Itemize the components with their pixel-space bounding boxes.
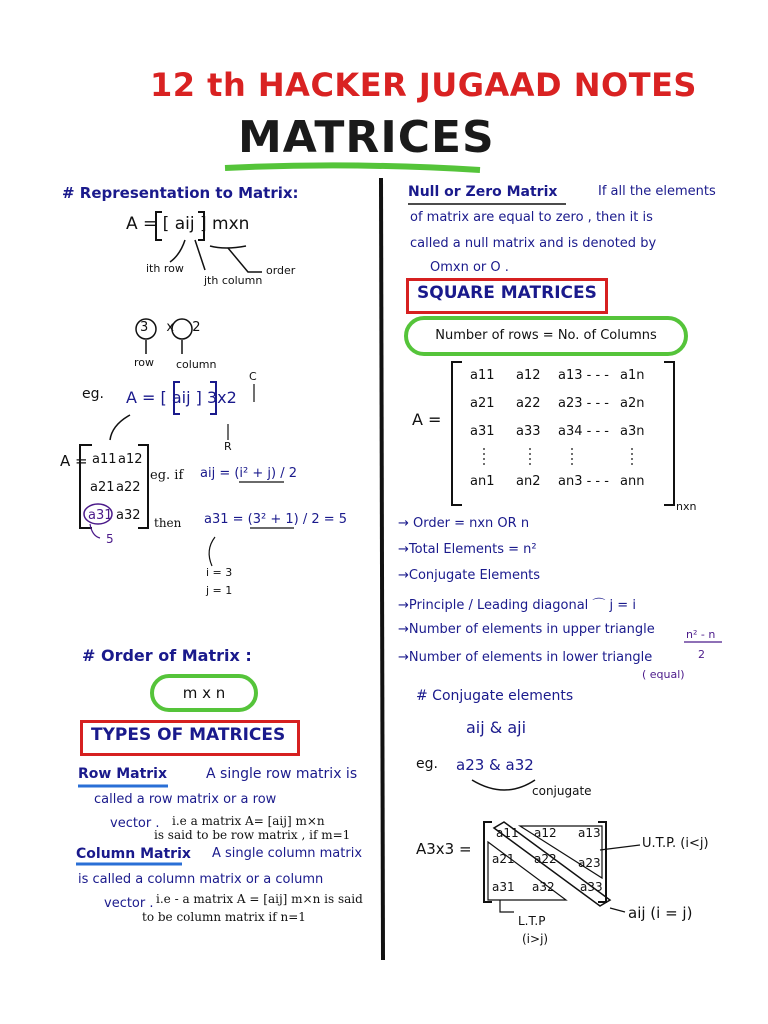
- order-label: order: [266, 264, 296, 277]
- title-underline: [225, 165, 480, 170]
- conjugate-eg-pair: a23 & a32: [456, 756, 534, 774]
- a3x3-label: A3x3 =: [416, 840, 472, 858]
- then-formula: a31 = (3² + 1) / 2 = 5: [204, 512, 348, 527]
- utp-label: U.T.P. (i<j): [642, 836, 709, 851]
- mxn-text: m x n: [182, 684, 226, 702]
- sq-r4c3: an3 - - -: [558, 474, 609, 489]
- matrix-a12: a12: [118, 452, 143, 467]
- sq-r3c2: a33: [516, 424, 541, 439]
- c-a13: a13: [578, 826, 601, 840]
- sq-r4c4: ann: [620, 474, 645, 489]
- matrix-a22: a22: [116, 480, 141, 495]
- j-eq: j = 1: [206, 584, 233, 597]
- i-eq: i = 3: [206, 566, 233, 579]
- ltp-label: L.T.P: [518, 914, 546, 928]
- square-a-label: A =: [412, 410, 442, 429]
- bullet-lower: →Number of elements in lower triangle: [398, 650, 653, 665]
- ltp-condition: (i>j): [522, 932, 549, 946]
- column-matrix-text-3: vector .: [104, 896, 154, 911]
- column-divider: [381, 178, 383, 960]
- null-matrix-title: Null or Zero Matrix: [408, 184, 558, 200]
- c-a33: a33: [580, 880, 603, 894]
- diagonal-note: aij (i = j): [628, 904, 693, 922]
- types-heading: TYPES OF MATRICES: [91, 725, 286, 745]
- sq-r2c4: a2n: [620, 396, 645, 411]
- null-matrix-text-1: If all the elements: [598, 184, 716, 199]
- r-label: R: [224, 440, 232, 453]
- header-title: 12 th HACKER JUGAAD NOTES: [150, 66, 697, 104]
- square-cloud-text: Number of rows = No. of Columns: [435, 328, 657, 343]
- ith-row-label: ith row: [146, 262, 184, 275]
- eg-if-label: eg. if: [150, 468, 184, 483]
- row-matrix-typed-2: is said to be row matrix , if m=1: [154, 828, 351, 842]
- column-matrix-text-2: is called a column matrix or a column: [78, 872, 324, 887]
- row-matrix-text-1: A single row matrix is: [206, 766, 358, 782]
- sq-r2c3: a23 - - -: [558, 396, 609, 411]
- bullet-upper: →Number of elements in upper triangle: [398, 622, 655, 637]
- conjugate-heading: # Conjugate elements: [416, 688, 574, 704]
- null-matrix-text-4: Omxn or O .: [430, 260, 509, 275]
- jth-column-label: jth column: [204, 274, 263, 287]
- square-box: [406, 278, 608, 314]
- sq-nxn: nxn: [676, 500, 697, 513]
- matrix-a32: a32: [116, 508, 141, 523]
- bullet-total: →Total Elements = n²: [398, 542, 537, 557]
- null-matrix-text-3: called a null matrix and is denoted by: [410, 236, 657, 251]
- sq-r2c1: a21: [470, 396, 495, 411]
- eg-label: eg.: [82, 386, 104, 402]
- square-heading: SQUARE MATRICES: [417, 283, 597, 303]
- column-matrix-text-1: A single column matrix: [212, 846, 363, 861]
- mxn-cloud: [150, 674, 258, 712]
- column-matrix-title: Column Matrix: [76, 846, 191, 862]
- column-label: column: [176, 358, 217, 371]
- five-label: 5: [106, 532, 114, 546]
- matrix-a21: a21: [90, 480, 115, 495]
- c-a11: a11: [496, 826, 519, 840]
- sq-r3c4: a3n: [620, 424, 645, 439]
- column-matrix-typed-2: to be column matrix if n=1: [142, 910, 306, 924]
- bullet-diagonal: →Principle / Leading diagonal ⌒ j = i: [398, 598, 636, 613]
- eg-if-formula: aij = (i² + j) / 2: [200, 466, 297, 481]
- equal-note: ( equal): [642, 668, 685, 681]
- then-label: then: [154, 516, 182, 530]
- representation-heading: # Representation to Matrix:: [62, 184, 299, 202]
- row-matrix-text-2: called a row matrix or a row: [94, 792, 277, 807]
- matrix-a11: a11: [92, 452, 117, 467]
- bullet-conjugate: →Conjugate Elements: [398, 568, 541, 583]
- sq-r1c3: a13 - - -: [558, 368, 609, 383]
- row-label: row: [134, 356, 155, 369]
- null-matrix-text-2: of matrix are equal to zero , then it is: [410, 210, 653, 225]
- tri-formula-top: n² - n: [686, 628, 716, 641]
- row-matrix-typed-1: i.e a matrix A= [aij] m×n: [172, 814, 325, 828]
- dim-example: 3 x 2: [140, 320, 201, 335]
- square-cloud: [404, 316, 688, 356]
- c-a12: a12: [534, 826, 557, 840]
- sq-r4c2: an2: [516, 474, 541, 489]
- representation-formula: A = [ aij ] mxn: [126, 214, 250, 234]
- c-a21: a21: [492, 852, 515, 866]
- matrix-a31: a31: [88, 508, 113, 523]
- row-matrix-text-3: vector .: [110, 816, 160, 831]
- sq-r3c1: a31: [470, 424, 495, 439]
- sq-r1c1: a11: [470, 368, 495, 383]
- sq-r1c2: a12: [516, 368, 541, 383]
- c-label: C: [249, 370, 257, 383]
- tri-formula-bottom: 2: [698, 648, 705, 661]
- types-box: [80, 720, 300, 756]
- matrix-a-label: A =: [60, 452, 88, 470]
- c-a23: a23: [578, 856, 601, 870]
- order-heading: # Order of Matrix :: [82, 646, 252, 665]
- conjugate-eg: eg.: [416, 756, 438, 772]
- conjugate-pair: aij & aji: [466, 718, 527, 737]
- sq-r2c2: a22: [516, 396, 541, 411]
- conjugate-label: conjugate: [532, 784, 592, 798]
- column-matrix-typed-1: i.e - a matrix A = [aij] m×n is said: [156, 892, 363, 906]
- c-a31: a31: [492, 880, 515, 894]
- c-a22: a22: [534, 852, 557, 866]
- sq-r1c4: a1n: [620, 368, 645, 383]
- row-matrix-title: Row Matrix: [78, 766, 168, 782]
- bullet-order: → Order = nxn OR n: [398, 516, 530, 531]
- eg-formula: A = [ aij ] 3x2: [126, 388, 237, 407]
- sq-r4c1: an1: [470, 474, 495, 489]
- c-a32: a32: [532, 880, 555, 894]
- page-title: MATRICES: [238, 112, 495, 163]
- sq-r3c3: a34 - - -: [558, 424, 609, 439]
